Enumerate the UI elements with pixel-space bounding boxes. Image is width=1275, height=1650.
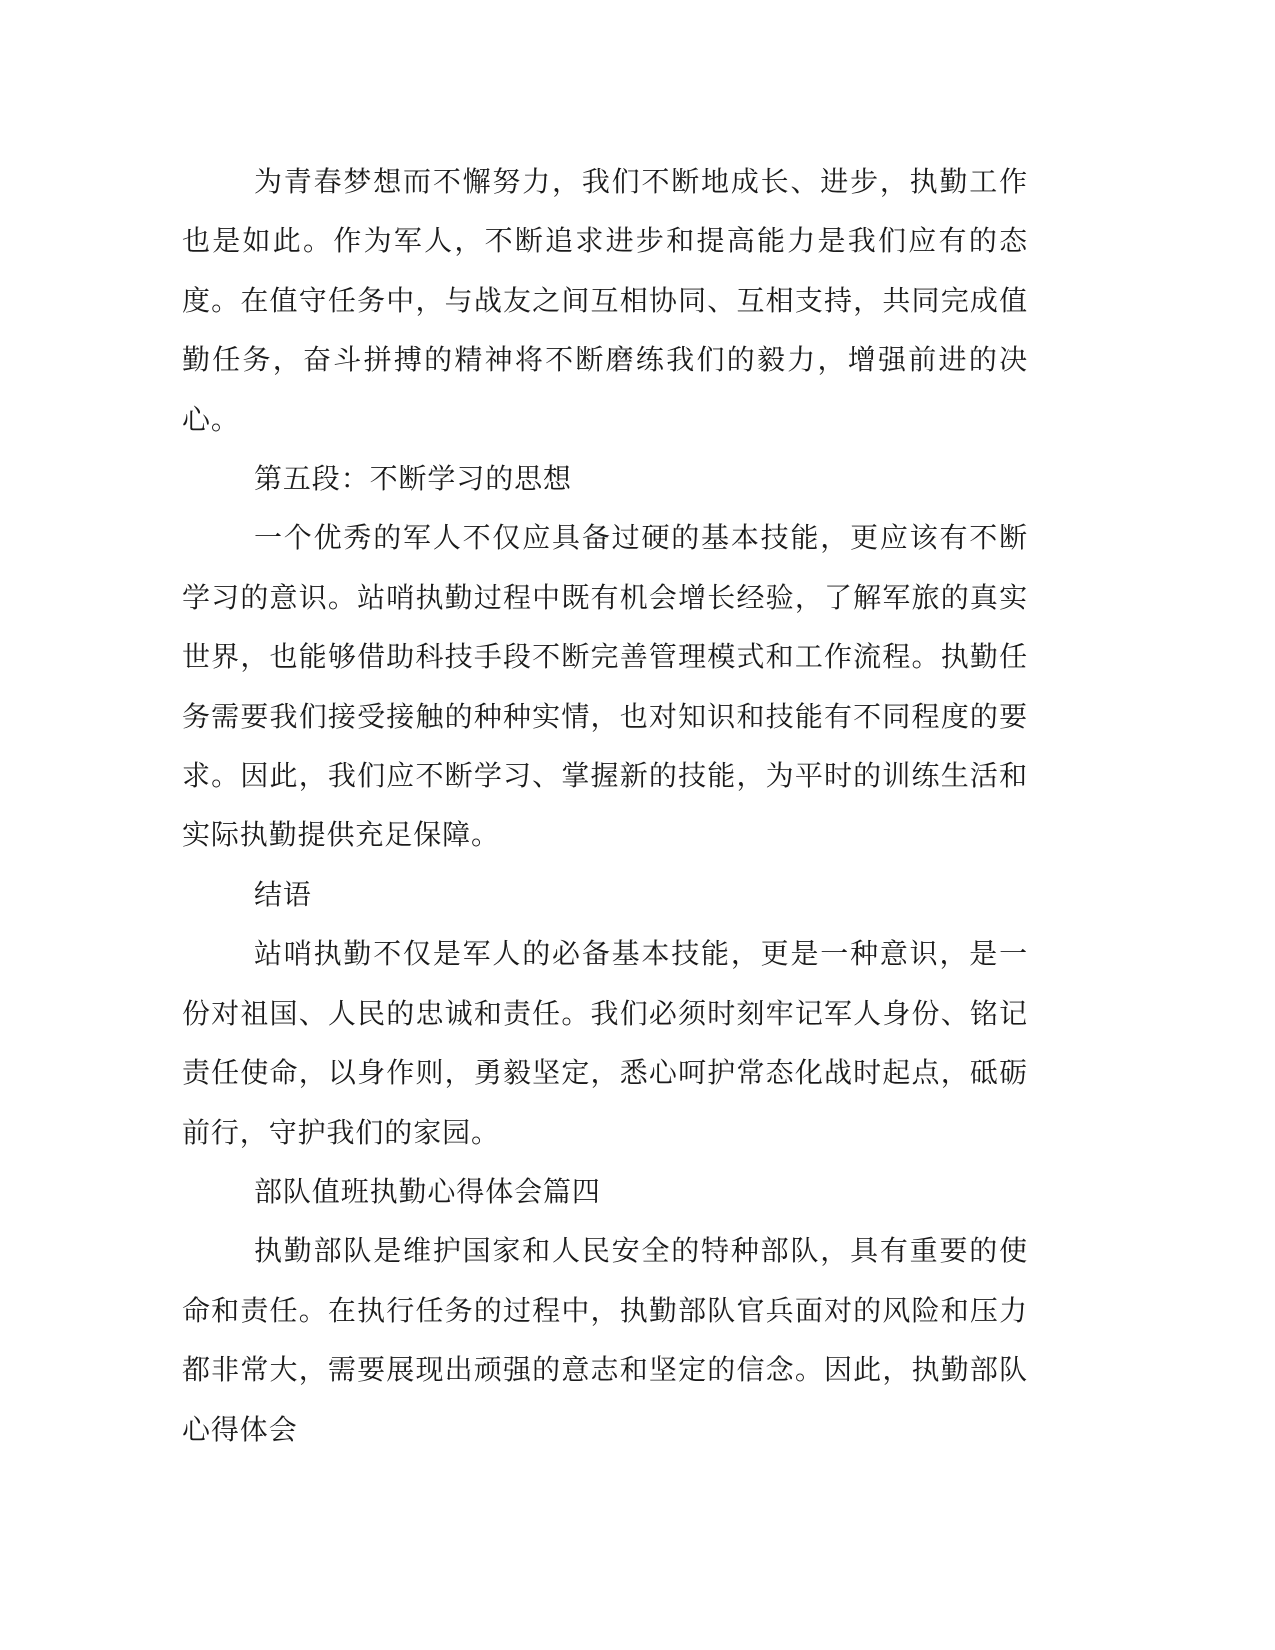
- section-heading-part-4: 部队值班执勤心得体会篇四: [254, 1174, 601, 1208]
- document-page: [182, 152, 1028, 1459]
- section-heading-5: 第五段：不断学习的思想: [254, 462, 572, 496]
- paragraph-1: 为青春梦想而不懈努力，我们不断地成长、进步，执勤工作也是如此。作为军人，不断追求进步和提高能力是我们应有的态度。在值守任务中，与战友之间互相协同、互相支持，共同完成值勤任务，奋斗拼搏的精神将不断磨练我们的毅力，增强前进的决心。: [182, 165, 1028, 436]
- paragraph-3: 站哨执勤不仅是军人的必备基本技能，更是一种意识，是一份对祖国、人民的忠诚和责任。我们必须时刻牢记军人身份、铭记责任使命，以身作则，勇毅坚定，悉心呵护常态化战时起点，砥砺前行，守护我们的家园。: [182, 937, 1028, 1149]
- section-heading-conclusion: 结语: [254, 877, 312, 911]
- paragraph-2: 一个优秀的军人不仅应具备过硬的基本技能，更应该有不断学习的意识。站哨执勤过程中既有机会增长经验，了解军旅的真实世界，也能够借助科技手段不断完善管理模式和工作流程。执勤任务需要我们接受接触的种种实情，也对知识和技能有不同程度的要求。因此，我们应不断学习、掌握新的技能，为平时的训练生活和实际执勤提供充足保障。: [182, 521, 1028, 852]
- paragraph-4: 执勤部队是维护国家和人民安全的特种部队，具有重要的使命和责任。在执行任务的过程中，执勤部队官兵面对的风险和压力都非常大，需要展现出顽强的意志和坚定的信念。因此，执勤部队心得体会: [182, 1234, 1028, 1446]
